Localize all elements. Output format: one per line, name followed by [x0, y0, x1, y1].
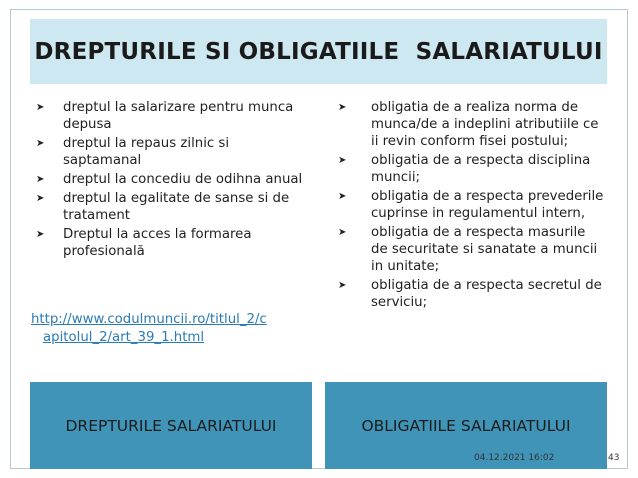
reference-link-block: [31, 311, 313, 347]
list-item: [36, 171, 306, 188]
footer-date: 04.12.2021 16:02: [474, 453, 555, 463]
list-item: [36, 99, 306, 133]
list-item: [338, 277, 606, 311]
obligations-column: [338, 99, 606, 313]
right-text: dreptul la salarizare pentru munca depusa: [63, 100, 294, 132]
slide-title: DREPTURILE SI OBLIGATIILE SALARIATULUI: [34, 38, 603, 65]
list-item: [338, 99, 606, 150]
arrowhead-bullet-icon: ➤: [36, 102, 45, 113]
list-item: [338, 152, 606, 186]
right-text: dreptul la egalitate de sanse si de tratament: [63, 191, 290, 223]
arrowhead-bullet-icon: ➤: [36, 138, 45, 149]
rights-column: [36, 99, 306, 262]
obligations-box: [325, 382, 607, 469]
arrowhead-bullet-icon: ➤: [338, 102, 347, 113]
rights-list: [36, 99, 306, 260]
arrowhead-bullet-icon: ➤: [338, 191, 347, 202]
arrowhead-bullet-icon: ➤: [338, 227, 347, 238]
rights-box: [30, 382, 312, 469]
right-text: dreptul la repaus zilnic si saptamanal: [63, 136, 230, 168]
reference-link-line1: http://www.codulmuncii.ro/titlul_2/c: [31, 312, 267, 327]
obligation-text: obligatia de a respecta prevederile cuprinse in regulamentul intern,: [371, 189, 604, 221]
list-item: [338, 224, 606, 275]
arrowhead-bullet-icon: ➤: [36, 193, 45, 204]
list-item: [36, 135, 306, 169]
reference-link[interactable]: [31, 311, 313, 347]
obligation-text: obligatia de a respecta secretul de serviciu;: [371, 278, 602, 310]
arrowhead-bullet-icon: ➤: [36, 174, 45, 185]
right-text: dreptul la concediu de odihna anual: [63, 172, 303, 187]
title-bar: [30, 19, 607, 84]
arrowhead-bullet-icon: ➤: [338, 155, 347, 166]
list-item: [36, 190, 306, 224]
rights-box-label: DREPTURILE SALARIATULUI: [65, 416, 277, 435]
obligations-box-label: OBLIGATIILE SALARIATULUI: [361, 416, 571, 435]
obligation-text: obligatia de a respecta masurile de securitate si sanatate a muncii in unitate;: [371, 225, 598, 274]
obligation-text: obligatia de a realiza norma de munca/de a indeplini atributiile ce ii revin conform fisei postului;: [371, 100, 599, 149]
arrowhead-bullet-icon: ➤: [338, 280, 347, 291]
list-item: [338, 188, 606, 222]
page-number: 43: [608, 453, 620, 463]
reference-link-line2: apitolul_2/art_39_1.html: [43, 330, 205, 345]
arrowhead-bullet-icon: ➤: [36, 229, 45, 240]
obligations-list: [338, 99, 606, 311]
obligation-text: obligatia de a respecta disciplina muncii;: [371, 153, 591, 185]
right-text: Dreptul la acces la formarea profesională: [63, 227, 252, 259]
list-item: [36, 226, 306, 260]
